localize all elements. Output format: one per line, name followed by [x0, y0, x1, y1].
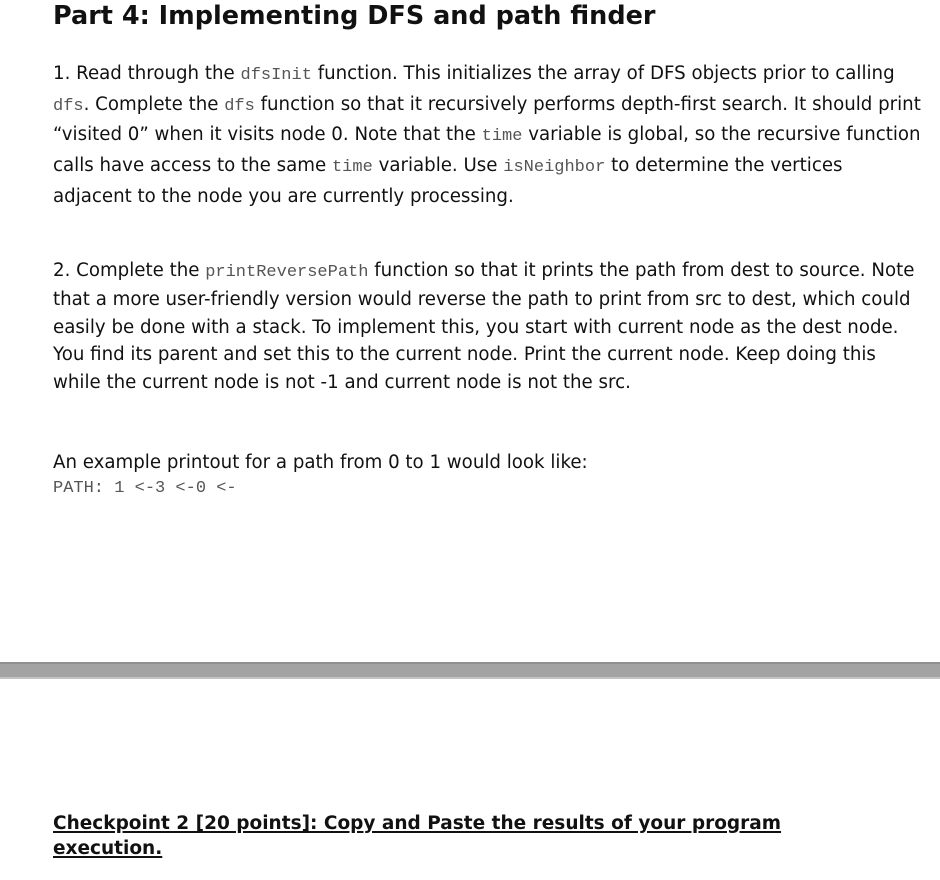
- code-isneighbor: isNeighbor: [503, 158, 606, 178]
- instruction-step-1: [53, 60, 923, 212]
- checkpoint-heading: Checkpoint 2 [20 points]: Copy and Paste the results of your program execution.: [53, 813, 782, 859]
- code-printreversepath: printReversePath: [205, 263, 369, 282]
- code-dfs: dfs: [224, 96, 255, 116]
- code-time: time: [331, 158, 373, 178]
- step-1-text: function so that it recursively performs depth-first search. It should print “visited 0” when it visits node 0. Note that the: [53, 93, 921, 146]
- step-1-text: variable is global, so the recursive function calls have access to the same: [53, 124, 921, 177]
- code-dfsinit: dfsInit: [240, 66, 312, 85]
- page-divider: [0, 662, 940, 679]
- step-2-text: function so that it prints the path from dest to source. Note that a more user-friendly version would reverse the path to print from src to dest, which could easily be done with a stack. To implement this, you start with current node as the dest node. You find its parent and set this to the current node. Print the current node. Keep doing this while the current node is not -1 and current node is not the src.: [53, 260, 915, 393]
- code-dfs: dfs: [53, 96, 84, 116]
- step-1-text: variable. Use: [372, 155, 504, 177]
- step-1-text: . Complete the: [83, 93, 225, 115]
- instruction-step-2: [53, 257, 923, 396]
- code-time: time: [481, 127, 523, 147]
- step-1-text: function. This initializes the array of DFS objects prior to calling: [311, 63, 895, 84]
- step-1-text: 1. Read through the: [53, 63, 241, 84]
- example-output: PATH: 1 <-3 <-0 <-: [53, 479, 237, 498]
- step-2-text: 2. Complete the: [53, 260, 206, 281]
- step-1-text: to determine the vertices adjacent to the node you are currently processing.: [53, 155, 843, 207]
- section-heading: Part 4: Implementing DFS and path finder: [53, 1, 656, 31]
- example-intro: An example printout for a path from 0 to 1 would look like:: [53, 452, 588, 473]
